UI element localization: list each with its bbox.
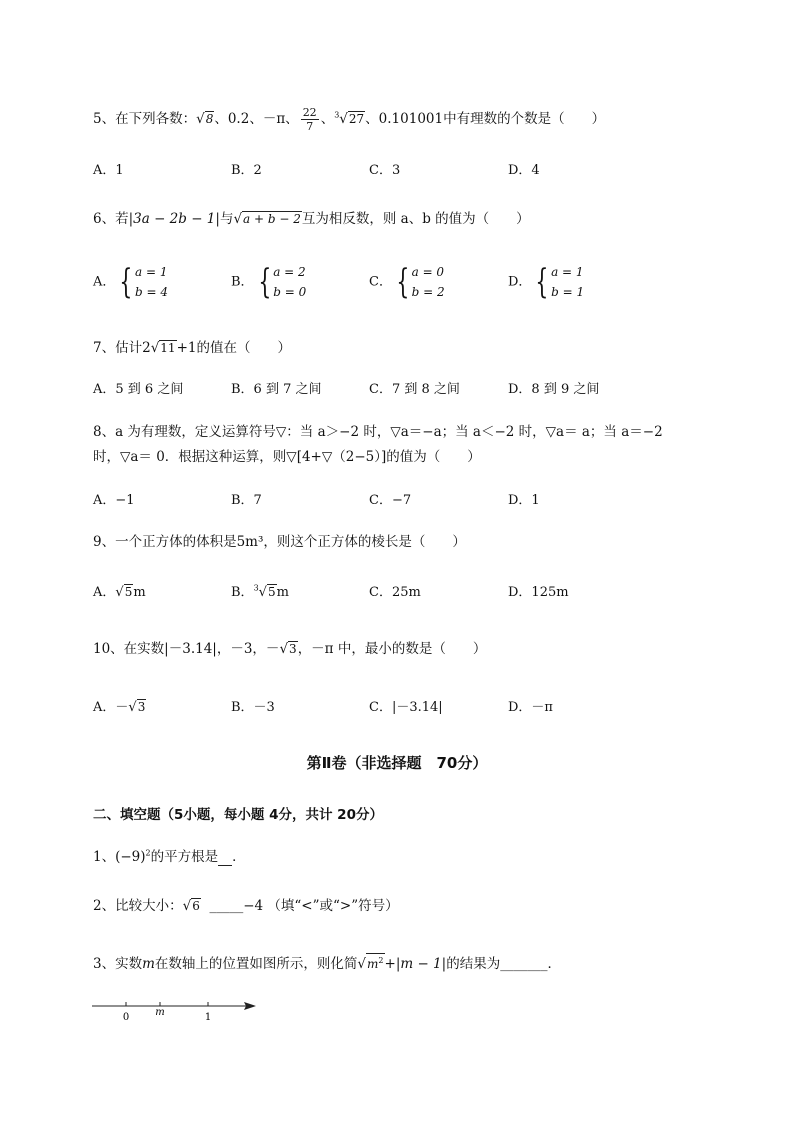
f3-prefix: 3、实数: [93, 956, 143, 972]
q9-option-a[interactable]: [93, 581, 146, 600]
f2-suffix: −4 （填“<”或“>”符号）: [243, 898, 399, 914]
q10-prefix: 10、在实数|－3.14|，－3，－: [93, 641, 280, 657]
cube-root-index: 3: [253, 583, 259, 593]
f3-middle: 在数轴上的位置如图所示，则化简: [154, 956, 358, 972]
equation-system: [135, 262, 168, 302]
equation-line-2: b = 2: [411, 285, 445, 299]
q5-option-b[interactable]: B．2: [231, 163, 262, 178]
sqrt-symbol: √: [233, 211, 243, 227]
option-label: A．－: [93, 700, 129, 715]
equation-system: [273, 262, 306, 302]
q6-option-b[interactable]: [231, 262, 306, 302]
q8-line-1: 8、a 为有理数，定义运算符号▽：当 a＞−2 时，▽a＝−a；当 a＜−2 时，▽a＝ a；当 a＝−2: [93, 424, 663, 440]
q6-option-c[interactable]: [369, 262, 445, 302]
option-label: D．: [508, 274, 532, 290]
q9-option-c[interactable]: C．25m: [369, 585, 421, 600]
q5-radicand-2: 27: [348, 112, 365, 126]
q5-cube-root-index: 3: [334, 110, 340, 120]
f3-radicand-exponent: 2: [378, 956, 384, 965]
equation-line-1: a = 2: [273, 265, 306, 279]
question-9: 9、一个正方体的体积是5m³，则这个正方体的棱长是（ ）: [93, 534, 466, 550]
fill-question-1: [93, 845, 246, 866]
q5-separator: 、: [320, 111, 335, 127]
q6-prefix: 6、若: [93, 211, 129, 227]
f3-radicand-base: m: [367, 957, 379, 971]
answer-blank[interactable]: [218, 849, 232, 866]
equation-line-2: b = 1: [551, 285, 585, 299]
label-1: 1: [204, 1012, 212, 1023]
cube-root-symbol: √: [258, 585, 267, 600]
q7-coefficient: 2: [142, 340, 151, 356]
equation-system: [551, 262, 584, 302]
q10-radicand: 3: [289, 642, 297, 656]
equation-line-1: a = 0: [411, 265, 445, 279]
q5-fraction: [301, 106, 319, 133]
label-m: m: [155, 1007, 165, 1018]
brace-icon: {: [535, 262, 549, 302]
equation-line-2: b = 4: [135, 285, 169, 299]
q9-option-b[interactable]: [231, 581, 289, 600]
sqrt-symbol: √: [150, 340, 160, 356]
cube-root-symbol: √: [339, 111, 348, 127]
sqrt-symbol: √: [115, 585, 124, 600]
f3-absolute-expression: |m − 1|: [395, 956, 447, 972]
f1-prefix: 1、: [93, 849, 116, 865]
f3-suffix: 的结果为_______．: [446, 956, 561, 972]
q9-option-d[interactable]: D．125m: [508, 585, 569, 600]
f2-radicand: 6: [192, 899, 200, 913]
q9-b-radicand: 5: [267, 585, 276, 599]
q10-option-b[interactable]: B．－3: [231, 700, 275, 715]
fill-question-3: [93, 952, 561, 972]
q6-option-a[interactable]: [93, 262, 168, 302]
q8-option-b[interactable]: B．7: [231, 493, 262, 508]
q5-prefix: 5、在下列各数：: [93, 111, 197, 127]
q7-suffix: 的值在（ ）: [196, 340, 291, 356]
q7-option-d[interactable]: D．8 到 9 之间: [508, 382, 600, 397]
q6-option-d[interactable]: [508, 262, 584, 302]
equation-line-1: a = 1: [551, 265, 584, 279]
brace-icon: {: [257, 262, 271, 302]
sqrt-symbol: √: [279, 641, 289, 657]
q5-fraction-numerator: 22: [302, 106, 317, 119]
f3-radical: [366, 953, 384, 971]
f1-end: ．: [232, 849, 246, 865]
q6-suffix: 互为相反数，则 a、b 的值为（ ）: [301, 211, 530, 227]
f1-base: (−9): [115, 849, 146, 865]
brace-icon: {: [119, 262, 133, 302]
number-line: [88, 996, 268, 1026]
unit-label: m: [133, 585, 146, 600]
question-6: [93, 207, 530, 227]
q8-option-c[interactable]: C．−7: [369, 493, 412, 508]
q10-option-a[interactable]: [93, 696, 146, 715]
q7-radicand: 11: [160, 341, 176, 355]
q7-option-a[interactable]: A．5 到 6 之间: [93, 382, 184, 397]
sqrt-symbol: √: [128, 700, 137, 715]
f1-suffix: 的平方根是: [150, 849, 219, 865]
option-label: A．: [93, 274, 116, 290]
question-10: [93, 637, 486, 657]
part-2-title: 第Ⅱ卷（非选择题 70分）: [306, 754, 488, 772]
question-5: [93, 106, 605, 133]
q5-middle-1: 、0.2、－π、: [214, 111, 299, 127]
q10-a-radicand: 3: [137, 700, 146, 714]
q6-radicand: a + b − 2: [243, 212, 301, 226]
sqrt-symbol: √: [182, 898, 192, 914]
equation-line-1: a = 1: [135, 265, 168, 279]
q10-suffix: ，－π 中，最小的数是（ ）: [297, 641, 487, 657]
sqrt-symbol: √: [357, 956, 367, 972]
answer-blank[interactable]: _____: [209, 898, 244, 914]
option-label: A．: [93, 585, 116, 600]
option-label: B．: [231, 585, 254, 600]
f2-prefix: 2、比较大小：: [93, 898, 183, 914]
brace-icon: {: [396, 262, 410, 302]
question-7: [93, 336, 291, 356]
f1-exponent: 2: [145, 848, 151, 858]
q5-suffix: 、0.101001中有理数的个数是（ ）: [365, 111, 606, 127]
q8-option-d[interactable]: D．1: [508, 493, 540, 508]
q7-plus-one: +1: [176, 340, 197, 356]
q5-fraction-denominator: 7: [306, 120, 314, 133]
q5-radicand-1: 8: [205, 112, 214, 126]
q7-option-b[interactable]: B．6 到 7 之间: [231, 382, 322, 397]
f3-variable: m: [142, 956, 155, 972]
label-0: 0: [122, 1012, 130, 1023]
q9-a-radicand: 5: [124, 585, 133, 599]
equation-line-2: b = 0: [273, 285, 307, 299]
q5-option-a[interactable]: A．1: [93, 163, 124, 178]
equation-system: [412, 262, 445, 302]
unit-label: m: [276, 585, 289, 600]
q10-option-c[interactable]: C．|－3.14|: [369, 700, 443, 715]
q7-prefix: 7、估计: [93, 340, 143, 356]
q10-option-d[interactable]: D．－π: [508, 700, 553, 715]
sqrt-symbol: √: [196, 111, 205, 127]
fill-question-2: [93, 894, 399, 914]
q6-absolute-expression: |3a − 2b − 1|: [128, 211, 220, 227]
q7-option-c[interactable]: C．7 到 8 之间: [369, 382, 460, 397]
q5-option-d[interactable]: D．4: [508, 163, 540, 178]
option-label: B．: [231, 274, 254, 290]
q5-option-c[interactable]: C．3: [369, 163, 401, 178]
section-2-heading: 二、填空题（5小题，每小题 4分，共计 20分）: [93, 807, 383, 823]
q8-option-a[interactable]: A．−1: [93, 493, 135, 508]
q6-middle: 与: [219, 211, 234, 227]
option-label: C．: [369, 274, 392, 290]
q8-line-2: 时，▽a＝ 0．根据这种运算，则▽[4+▽（2−5）]的值为（ ）: [93, 449, 481, 465]
f3-plus: +: [384, 956, 396, 972]
